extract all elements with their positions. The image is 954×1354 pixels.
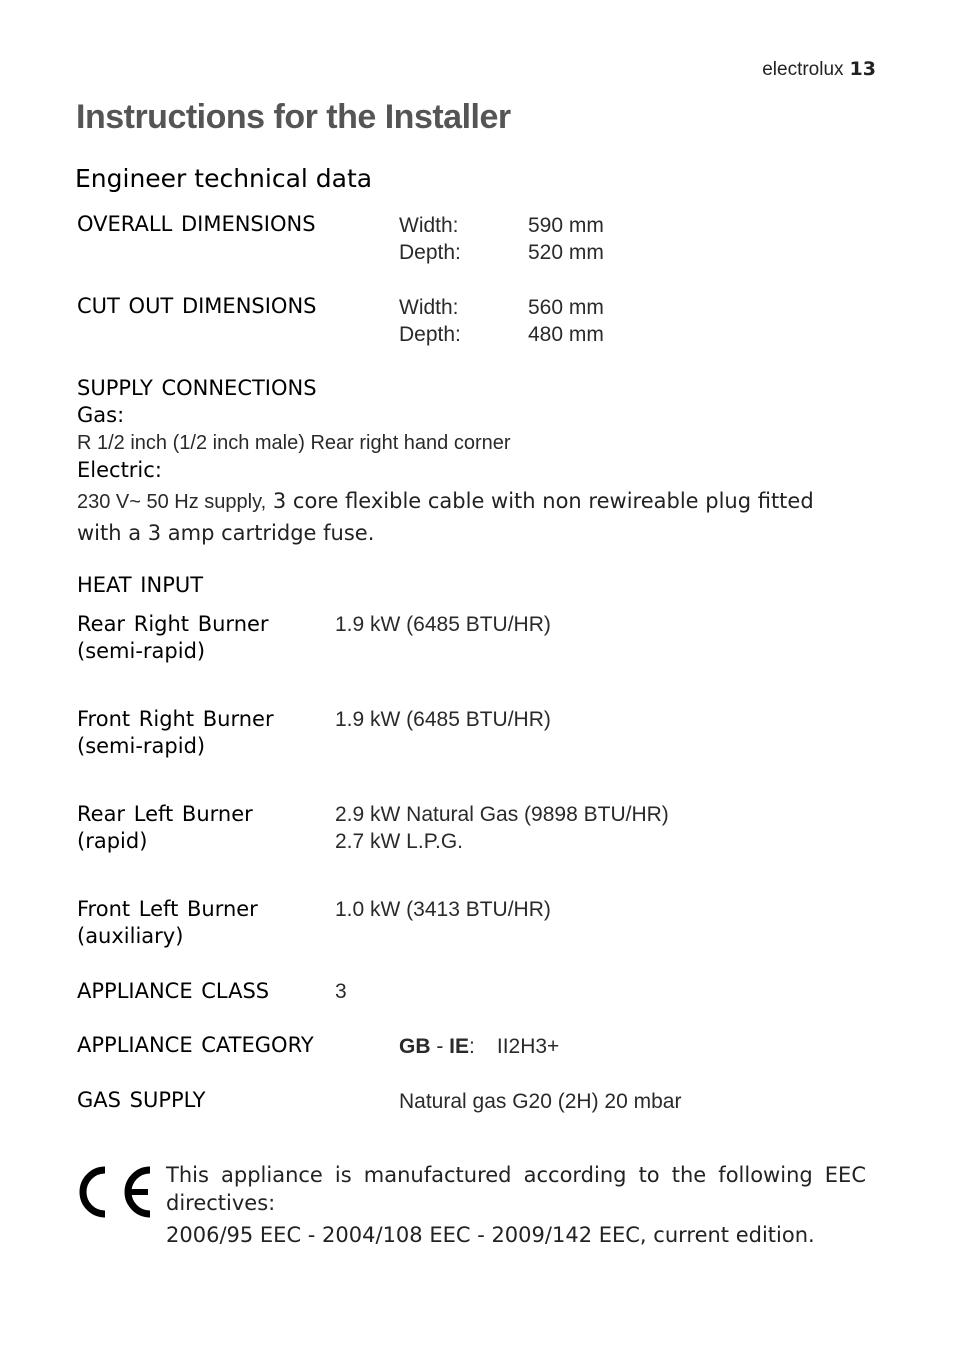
- overall-width-value: 590 mm: [528, 214, 604, 237]
- electric-label: Electric:: [77, 458, 162, 482]
- burner-type: (semi-rapid): [77, 639, 206, 663]
- burner-value: 1.0 kW (3413 BTU/HR): [335, 898, 551, 921]
- category-colon: :: [469, 1035, 475, 1058]
- electric-supply-text: [77, 486, 837, 550]
- appliance-category-label: APPLIANCE CATEGORY: [77, 1033, 314, 1057]
- page-title: Instructions for the Installer: [76, 98, 511, 136]
- appliance-class-value: 3: [335, 980, 347, 1003]
- ce-notice-text: This appliance is manufactured according to the following EEC directives:: [166, 1163, 866, 1215]
- electric-cable-text: 3 core flexible cable with non rewireable plug fitted with a 3 amp cartridge fuse.: [77, 489, 814, 545]
- gas-connection-text: R 1/2 inch (1/2 inch male) Rear right hand corner: [77, 432, 511, 454]
- cut-out-depth-label: Depth:: [399, 323, 461, 346]
- ce-mark-icon: [78, 1164, 156, 1224]
- burner-value: 1.9 kW (6485 BTU/HR): [335, 708, 551, 731]
- burner-type: (rapid): [77, 829, 148, 853]
- overall-dimensions-label: OVERALL DIMENSIONS: [77, 212, 316, 236]
- appliance-category-value-row: [399, 1035, 559, 1059]
- burner-value: 2.9 kW Natural Gas (9898 BTU/HR): [335, 803, 669, 826]
- burner-name: Rear Left Burner: [77, 802, 253, 826]
- appliance-category-value: II2H3+: [496, 1035, 560, 1058]
- gas-supply-label: GAS SUPPLY: [77, 1088, 206, 1112]
- appliance-class-label: APPLIANCE CLASS: [77, 979, 270, 1003]
- ce-directives-text: 2006/95 EEC - 2004/108 EEC - 2009/142 EEC, current edition.: [166, 1223, 815, 1247]
- burner-value: 1.9 kW (6485 BTU/HR): [335, 613, 551, 636]
- country-separator: -: [430, 1035, 450, 1058]
- burner-type: (semi-rapid): [77, 734, 206, 758]
- country-code-ie: IE: [449, 1035, 470, 1058]
- electric-supply-rating: 230 V~ 50 Hz supply,: [77, 491, 267, 513]
- page-number: 13: [849, 58, 876, 80]
- burner-name: Rear Right Burner: [77, 612, 269, 636]
- section-subtitle: Engineer technical data: [75, 164, 373, 193]
- burner-value-secondary: 2.7 kW L.P.G.: [335, 830, 463, 853]
- burner-name: Front Right Burner: [77, 707, 274, 731]
- heat-input-label: HEAT INPUT: [77, 573, 204, 597]
- cut-out-dimensions-label: CUT OUT DIMENSIONS: [77, 294, 317, 318]
- supply-connections-label: SUPPLY CONNECTIONS: [77, 376, 317, 400]
- cut-out-depth-value: 480 mm: [528, 323, 604, 346]
- gas-label: Gas:: [77, 403, 125, 427]
- burner-name: Front Left Burner: [77, 897, 258, 921]
- overall-depth-label: Depth:: [399, 241, 461, 264]
- overall-width-label: Width:: [399, 214, 459, 237]
- cut-out-width-value: 560 mm: [528, 296, 604, 319]
- overall-depth-value: 520 mm: [528, 241, 604, 264]
- page-header: [762, 58, 876, 81]
- gas-supply-value: Natural gas G20 (2H) 20 mbar: [399, 1090, 682, 1113]
- burner-type: (auxiliary): [77, 924, 184, 948]
- cut-out-width-label: Width:: [399, 296, 459, 319]
- country-code-gb: GB: [399, 1035, 431, 1058]
- brand-name: electrolux: [762, 59, 844, 80]
